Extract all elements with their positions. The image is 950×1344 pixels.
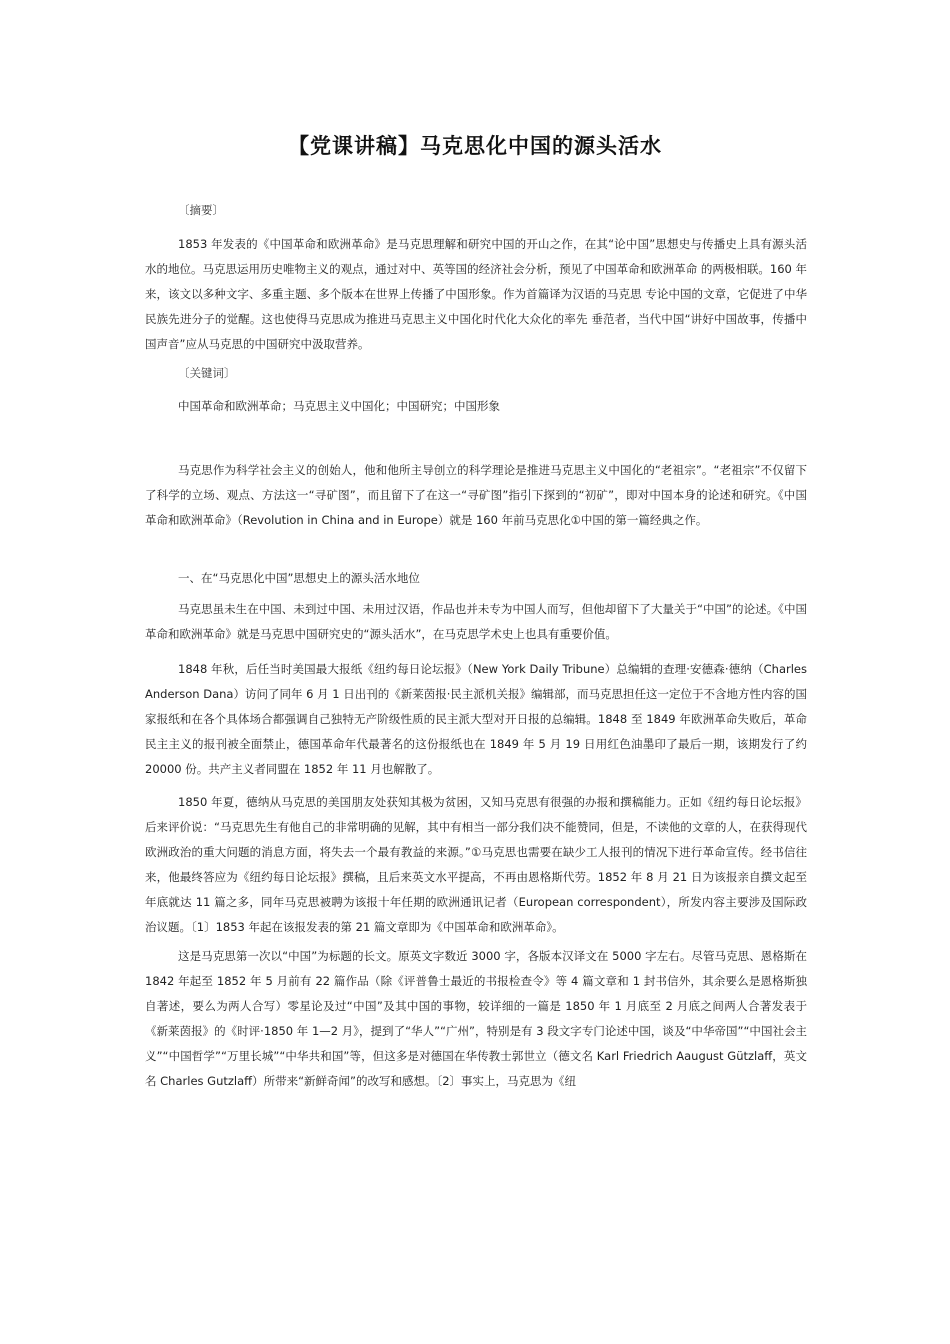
abstract-paragraph: 1853 年发表的《中国革命和欧洲革命》是马克思理解和研究中国的开山之作，在其“论中国”思想史与传播史上具有源头活水的地位。马克思运用历史唯物主义的观点，通过对中、英等国的经济社会分析，预见了中国革命和欧洲革命 的两极相联。160 年来，该文以多种文字、多重主题、多个版本在世界上传播了中国形象。作为首篇译为汉语的马克思 专论中国的文章，它促进了中华民族先进分子的觉醒。这也使得马克思成为推进马克思主义中国化时代化大众化的率先 垂范者，当代中国“讲好中国故事，传播中国声音”应从马克思的中国研究中汲取营养。 bbox=[145, 237, 807, 351]
body-paragraph-3: 1848 年秋，后任当时美国最大报纸《纽约每日论坛报》（New York Daily Tribune）总编辑的查理·安德森·德纳（Charles Anderson Dana）访问了同年 6 月 1 日出刊的《新莱茵报·民主派机关报》编辑部，而马克思担任这一定位于不含地方性内容的国家报纸和在各个具体场合都强调自己独特无产阶级性质的民主派大型对开日报的总编辑。1848 至 1849 年欧洲革命失败后，革命民主主义的报刊被全面禁止，德国革命年代最著名的这份报纸也在 1849 年 5 月 19 日用红色油墨印了最后一期，该期发行了约 20000 份。共产主义者同盟在 1852 年 11 月也解散了。 bbox=[145, 662, 807, 776]
section-heading-1: 一、在“马克思化中国”思想史上的源头活水地位 bbox=[178, 571, 420, 585]
abstract-label: 〔摘要〕 bbox=[178, 203, 224, 217]
body-paragraph-5: 这是马克思第一次以“中国”为标题的长文。原英文字数近 3000 字，各版本汉译文在 5000 字左右。尽管马克思、恩格斯在 1842 年起至 1852 年 5 月前有 22 篇作品（除《评普鲁士最近的书报检查令》等 4 篇文章和 1 封书信外，其余要么是恩格斯独自著述，要么为两人合写）零星论及过“中国”及其中国的事物，较详细的一篇是 1850 年 1 月底至 2 月底之间两人合著发表于《新莱茵报》的《时评·1850 年 1—2 月》，提到了“华人”“广州”，特别是有 3 段文字专门论述中国，谈及“中华帝国”“中国社会主义”“中国哲学”“万里长城”“中华共和国”等，但这多是对德国在华传教士郭世立（德文名 Karl Friedrich Aaugust Gützlaff，英文名 Charles Gutzlaff）所带来“新鲜奇闻”的改写和感想。〔2〕事实上，马克思为《纽 bbox=[145, 949, 807, 1088]
body-paragraph-4: 1850 年夏，德纳从马克思的美国朋友处获知其极为贫困，又知马克思有很强的办报和撰稿能力。正如《纽约每日论坛报》后来评价说：“马克思先生有他自己的非常明确的见解，其中有相当一部分我们决不能赞同，但是，不读他的文章的人，在获得现代欧洲政治的重大问题的消息方面，将失去一个最有教益的来源。”①马克思也需要在缺少工人报刊的情况下进行革命宣传。经书信往来，他最终答应为《纽约每日论坛报》撰稿，且后来英文水平提高，不再由恩格斯代劳。1852 年 8 月 21 日为该报亲自撰文起至年底就达 11 篇之多，同年马克思被聘为该报十年任期的欧洲通讯记者（European correspondent），所发内容主要涉及国际政治议题。〔1〕1853 年起在该报发表的第 21 篇文章即为《中国革命和欧洲革命》。 bbox=[145, 795, 807, 934]
body-paragraph-2: 马克思虽未生在中国、未到过中国、未用过汉语，作品也并未专为中国人而写，但他却留下了大量关于“中国”的论述。《中国革命和欧洲革命》就是马克思中国研究史的“源头活水”，在马克思学术史上也具有重要价值。 bbox=[145, 602, 807, 641]
body-paragraph-1: 马克思作为科学社会主义的创始人，他和他所主导创立的科学理论是推进马克思主义中国化的“老祖宗”。“老祖宗”不仅留下了科学的立场、观点、方法这一“寻矿图”，而且留下了在这一“寻矿图”指引下探到的“初矿”，即对中国本身的论述和研究。《中国革命和欧洲革命》（Revolution in China and in Europe）就是 160 年前马克思化①中国的第一篇经典之作。 bbox=[145, 463, 807, 527]
keywords-label: 〔关键词〕 bbox=[178, 366, 236, 380]
document-title: 【党课讲稿】马克思化中国的源头活水 bbox=[288, 134, 662, 158]
keywords-text: 中国革命和欧洲革命；马克思主义中国化；中国研究；中国形象 bbox=[178, 399, 500, 413]
